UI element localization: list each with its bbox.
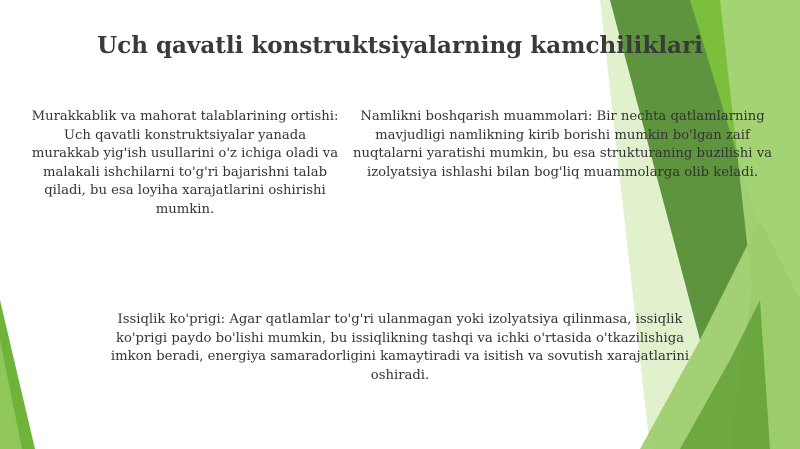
paragraph-complexity: Murakkablik va mahorat talablarining ortishi: Uch qavatli konstruktsiyalar yanada murakkab yig'ish usullarini o'z ichiga oladi va malakali ishchilarni to'g'ri bajarishni talab qiladi, bu esa loyiha xarajatlarini oshirishi mumkin. <box>31 109 339 217</box>
slide-title: Uch qavatli konstruktsiyalarning kamchiliklari <box>97 32 703 59</box>
paragraph-thermal-bridge: Issiqlik ko'prigi: Agar qatlamlar to'g'ri ulanmagan yoki izolyatsiya qilinmasa, issiqlik ko'prigi paydo bo'lishi mumkin, bu issiqlikning tashqi va ichki o'rtasida o'tkazilishiga imkon beradi, energiya samaradorligini kamaytiradi va isitish va sovutish xarajatlarini oshiradi. <box>110 312 690 383</box>
paragraph-moisture: Namlikni boshqarish muammolari: Bir nechta qatlamlarning mavjudligi namlikning kirib borishi mumkin bo'lgan zaif nuqtalarni yaratishi mumkin, bu esa strukturaning buzilishi va izolyatsiya ishlashi bilan bog'liq muammolarga olib keladi. <box>352 109 773 180</box>
